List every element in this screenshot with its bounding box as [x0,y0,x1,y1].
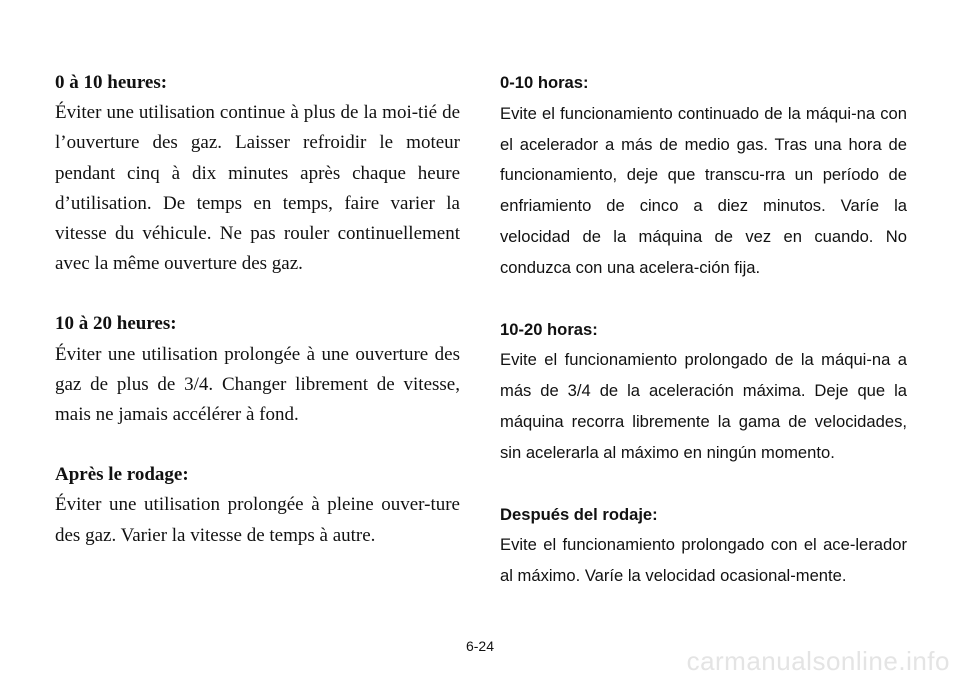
section-paragraph: Éviter une utilisation prolongée à une ouverture des gaz de plus de 3/4. Changer librement de vitesse, mais ne jamais accélérer à fond. [55,343,460,426]
section-heading: Después del rodaje: [500,504,658,524]
section-heading: 10 à 20 heures: [55,313,177,335]
section-heading: 0-10 horas: [500,73,589,92]
fr-section-after-break-in [55,460,460,551]
section-paragraph: Evite el funcionamiento prolongado con el ace-lerador al máximo. Varíe la velocidad ocasional-mente. [500,535,907,586]
french-column [55,68,460,581]
fr-section-0-10 [55,68,460,279]
spanish-column [500,68,907,623]
es-section-after-break-in [500,500,907,592]
section-paragraph: Éviter une utilisation continue à plus de la moi-tié de l’ouverture des gaz. Laisser refroidir le moteur pendant cinq à dix minutes après chaque heure d’utilisation. De temps en temps, faire varier la vitesse du véhicule. Ne pas rouler continuellement avec la même ouverture des gaz. [55,102,460,275]
section-heading: Après le rodage: [55,464,189,486]
section-paragraph: Éviter une utilisation prolongée à pleine ouver-ture des gaz. Varier la vitesse de temps à autre. [55,494,460,546]
es-section-10-20 [500,315,907,469]
section-heading: 10-20 horas: [500,319,598,339]
page-number: 6-24 [465,638,495,654]
section-paragraph: Evite el funcionamiento continuado de la máqui-na con el acelerador a más de medio gas. Tras una hora de funcionamiento, deje que transcu-rra un período de enfriamiento de cinco a diez minutos. Varíe la velocidad de la máquina de vez en cuando. No conduzca con una acelera-ción fija. [500,103,907,277]
es-section-0-10 [500,68,907,284]
section-paragraph: Evite el funcionamiento prolongado de la máqui-na a más de 3/4 de la aceleración máxima. Deje que la máquina recorra libremente la gama de velocidades, sin acelerarla al máximo en ningún momento. [500,350,907,462]
fr-section-10-20 [55,309,460,430]
watermark: carmanualsonline.info [686,646,950,676]
section-heading: 0 à 10 heures: [55,72,168,93]
